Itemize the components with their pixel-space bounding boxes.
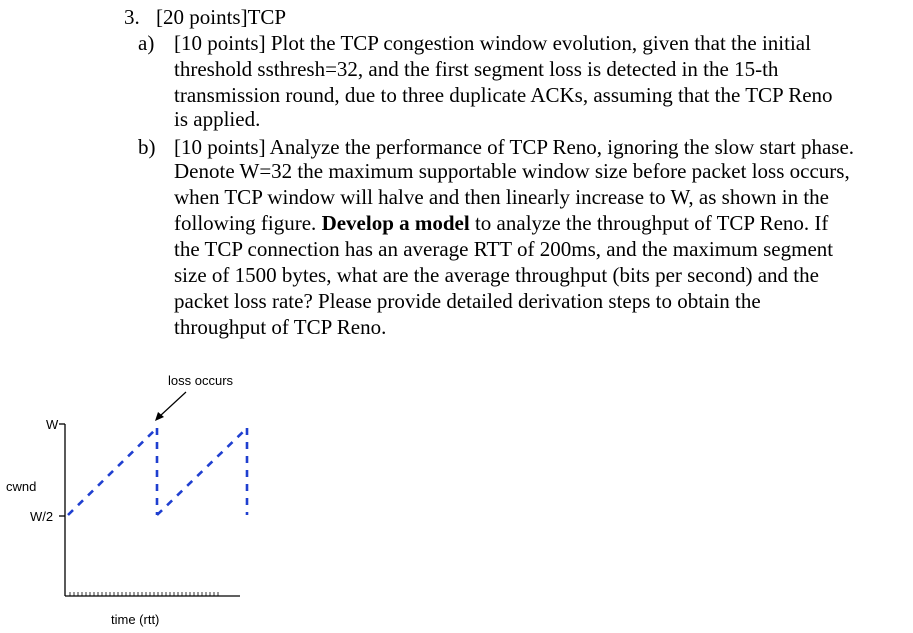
part-b-line-8: throughput of TCP Reno. [174,315,387,339]
part-a-line-2: threshold ssthresh=32, and the first segment loss is detected in the 15-th [174,57,779,81]
question-title: [20 points]TCP [156,5,287,29]
part-b-label: b) [138,135,156,159]
part-b-line-6: size of 1500 bytes, what are the average throughput (bits per second) and the [174,263,819,287]
cwnd-increase-2 [157,428,247,515]
part-b-line-5: the TCP connection has an average RTT of 200ms, and the maximum segment [174,237,834,261]
part-a-line-4: is applied. [174,107,261,131]
develop-model-bold: Develop a model [321,211,470,235]
part-b-line-7: packet loss rate? Please provide detailed derivation steps to obtain the [174,289,761,313]
part-a-label: a) [138,31,155,55]
y-tick-w-label: W [46,417,59,432]
part-a-line-1: [10 points] Plot the TCP congestion window evolution, given that the initial [174,31,811,55]
part-b-line-2: Denote W=32 the maximum supportable window size before packet loss occurs, [174,159,850,183]
x-axis-label: time (rtt) [111,612,160,627]
y-tick-half-label: W/2 [30,509,54,524]
part-a-line-3: transmission round, due to three duplicate ACKs, assuming that the TCP Reno [174,83,833,107]
cwnd-series [68,428,247,515]
loss-arrow-line [160,392,186,416]
loss-occurs-label: loss occurs [168,373,234,388]
question-number: 3. [124,5,140,29]
part-b-line-4-pre: following figure. [174,211,322,235]
part-b-line-3: when TCP window will halve and then linearly increase to W, as shown in the [174,185,829,209]
part-b-line-4-post: to analyze the throughput of TCP Reno. If [469,211,829,235]
cwnd-increase-1 [68,428,157,515]
part-b-line-1: [10 points] Analyze the performance of TCP Reno, ignoring the slow start phase. [174,135,855,159]
y-axis-label: cwnd [6,479,37,494]
